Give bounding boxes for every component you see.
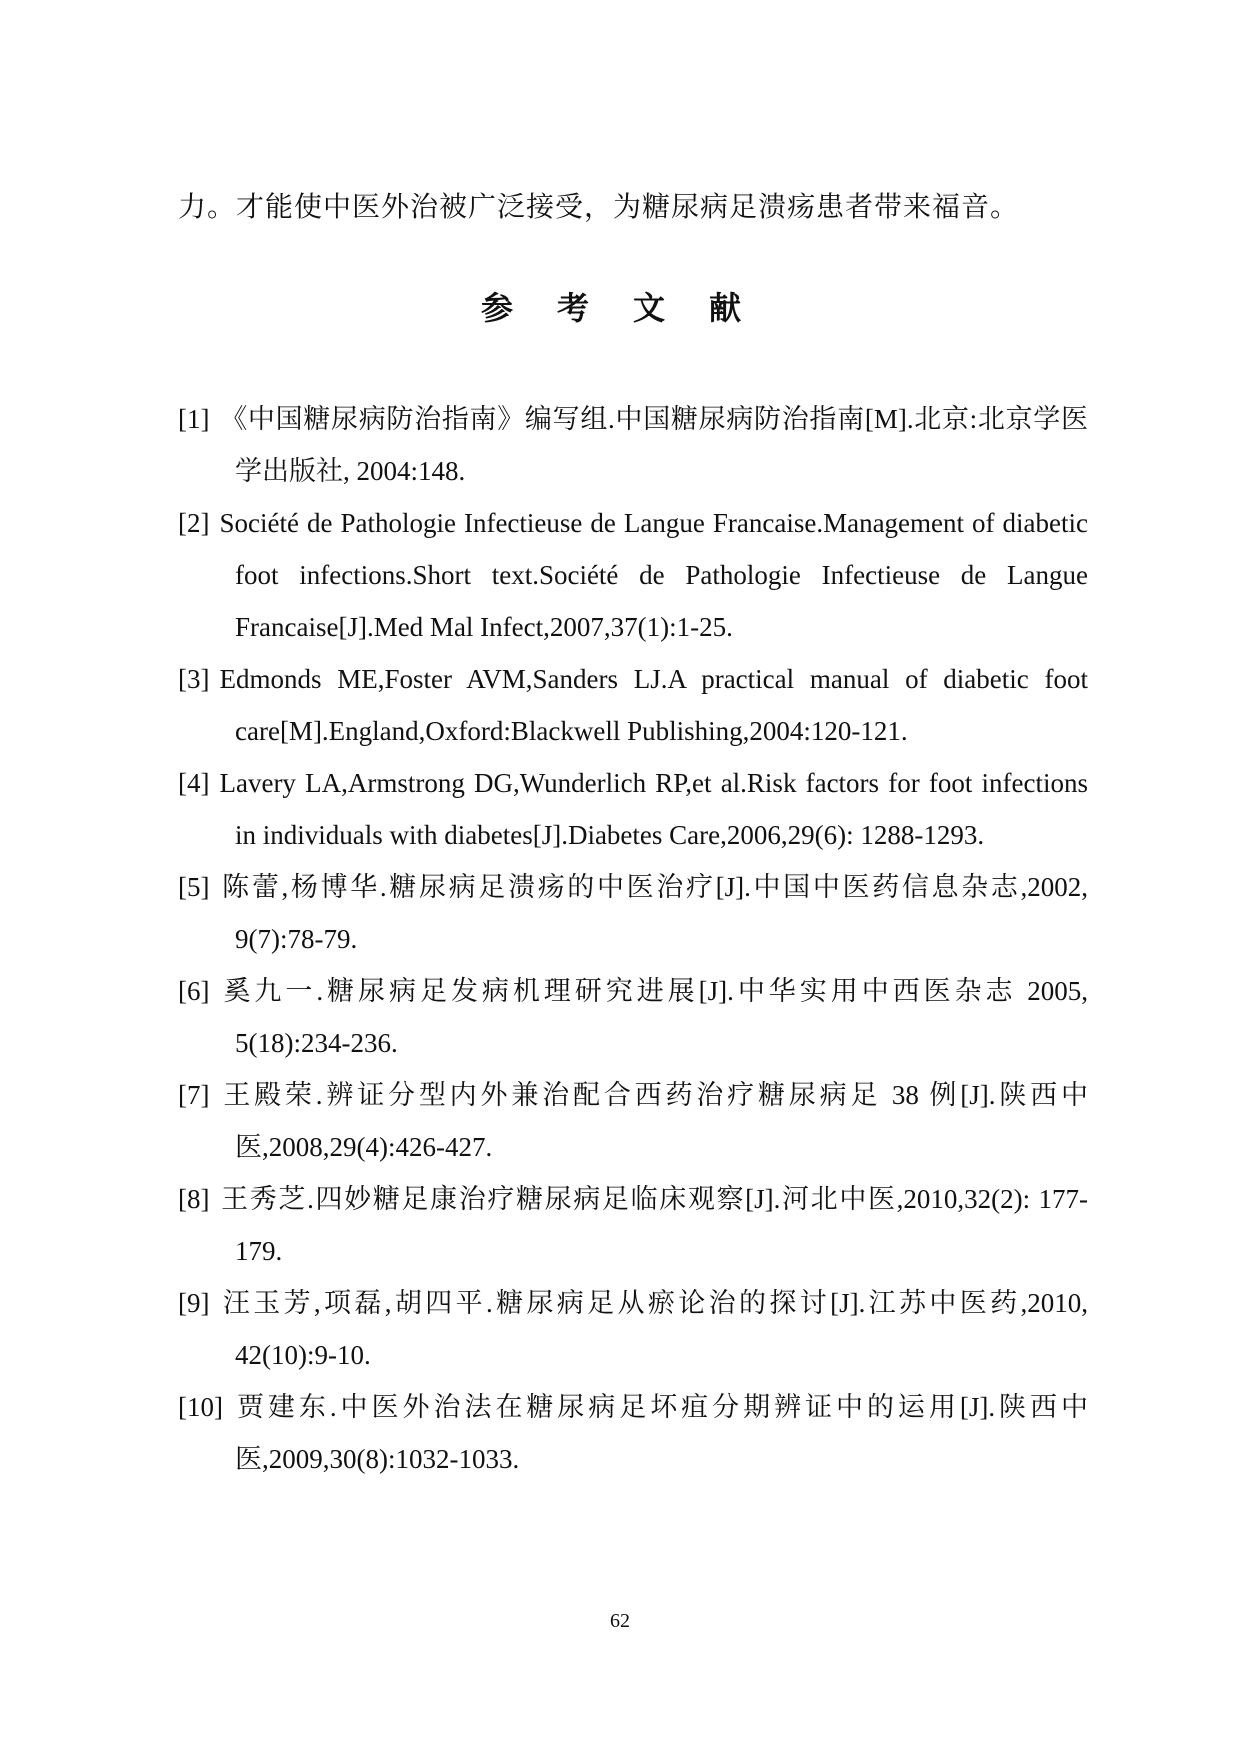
reference-text: 汪玉芳,项磊,胡四平.糖尿病足从瘀论治的探讨[J].江苏中医药,2010, 42(10):9-10. [219, 1288, 1088, 1370]
reference-number: [7] [178, 1080, 210, 1110]
reference-number: [9] [178, 1288, 210, 1318]
reference-item [178, 1069, 1088, 1173]
reference-text: Edmonds ME,Foster AVM,Sanders LJ.A practical manual of diabetic foot care[M].England,Oxford:Blackwell Publishing,2004:120-121. [219, 664, 1088, 746]
reference-number: [10] [178, 1392, 223, 1422]
reference-text: 贾建东.中医外治法在糖尿病足坏疽分期辨证中的运用[J].陕西中医,2009,30(8):1032-1033. [232, 1392, 1088, 1474]
reference-number: [5] [178, 872, 210, 902]
reference-text: Société de Pathologie Infectieuse de Langue Francaise.Management of diabetic foot infections.Short text.Société de Pathologie Infectieuse de Langue Francaise[J].Med Mal Infect,2007,37(1):1-25. [219, 508, 1088, 642]
reference-text: 陈蕾,杨博华.糖尿病足溃疡的中医治疗[J].中国中医药信息杂志,2002, 9(7):78-79. [219, 872, 1088, 954]
reference-number: [8] [178, 1184, 210, 1214]
reference-number: [4] [178, 768, 210, 798]
reference-number: [3] [178, 664, 210, 694]
reference-item [178, 861, 1088, 965]
reference-item [178, 653, 1088, 757]
reference-list [178, 393, 1088, 1485]
reference-text: Lavery LA,Armstrong DG,Wunderlich RP,et al.Risk factors for foot infections in individuals with diabetes[J].Diabetes Care,2006,29(6): 1288-1293. [219, 768, 1088, 850]
reference-item [178, 497, 1088, 653]
reference-item [178, 757, 1088, 861]
reference-item [178, 965, 1088, 1069]
reference-number: [2] [178, 508, 210, 538]
body-paragraph-ending: 力。才能使中医外治被广泛接受，为糖尿病足溃疡患者带来福音。 [178, 192, 1020, 223]
reference-number: [1] [178, 404, 210, 434]
reference-text: 王秀芝.四妙糖足康治疗糖尿病足临床观察[J].河北中医,2010,32(2): 177-179. [219, 1184, 1088, 1266]
reference-item [178, 393, 1088, 497]
reference-text: 《中国糖尿病防治指南》编写组.中国糖尿病防治指南[M].北京:北京学医学出版社, 2004:148. [219, 404, 1088, 486]
reference-text: 王殿荣.辨证分型内外兼治配合西药治疗糖尿病足 38 例[J].陕西中医,2008,29(4):426-427. [219, 1080, 1088, 1162]
references-heading: 参 考 文 献 [480, 290, 759, 326]
reference-item [178, 1173, 1088, 1277]
reference-item [178, 1381, 1088, 1485]
page-number: 62 [610, 1610, 630, 1632]
reference-text: 奚九一.糖尿病足发病机理研究进展[J].中华实用中西医杂志 2005, 5(18):234-236. [219, 976, 1088, 1058]
reference-item [178, 1277, 1088, 1381]
reference-number: [6] [178, 976, 210, 1006]
